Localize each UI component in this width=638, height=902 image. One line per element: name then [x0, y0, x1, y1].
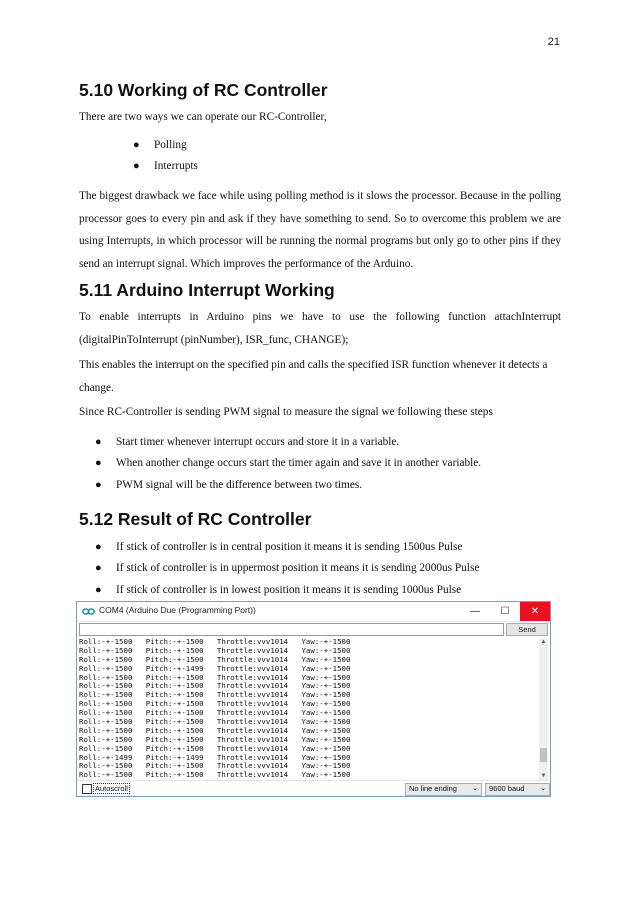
serial-line: Roll:-+-1500 Pitch:-+-1500 Throttle:vvv1014 Yaw:-+-1500: [79, 734, 351, 744]
serial-line: Roll:-+-1500 Pitch:-+-1500 Throttle:vvv1014 Yaw:-+-1500: [79, 645, 351, 655]
serial-monitor-window: [76, 601, 551, 797]
bullet-list-methods: [133, 135, 198, 178]
page-number: 21: [547, 36, 560, 48]
line-ending-select[interactable]: No line ending ⌄: [405, 783, 482, 796]
scroll-thumb[interactable]: [540, 748, 547, 762]
serial-output: [79, 638, 537, 781]
serial-line: Roll:-+-1500 Pitch:-+-1499 Throttle:vvv1014 Yaw:-+-1500: [79, 663, 351, 673]
list-item: ● PWM signal will be the difference between two times.: [116, 475, 481, 496]
bullet-icon: ●: [95, 457, 102, 470]
bullet-icon: ●: [95, 541, 102, 553]
bullet-icon: ●: [95, 478, 102, 491]
section-5-10-paragraph: The biggest drawback we face while using polling method is it slows the processor. Because in the polling processor goes to every pin and ask if they have something to send. So to overcome this problem we are using Interrupts, in which processor will be running the normal programs but only go to other pins if they send an interrupt signal. Which improves the performance of the Arduino.: [79, 190, 561, 270]
arduino-logo-icon: [82, 606, 95, 617]
autoscroll-label[interactable]: Autoscroll: [95, 784, 128, 793]
section-heading-5-11: 5.11 Arduino Interrupt Working: [79, 280, 335, 300]
serial-line: Roll:-+-1500 Pitch:-+-1500 Throttle:vvv1014 Yaw:-+-1500: [79, 770, 351, 780]
close-icon[interactable]: ✕: [520, 602, 550, 621]
title-bar: [77, 602, 550, 622]
chevron-down-icon: ⌄: [472, 785, 478, 792]
serial-line: Roll:-+-1499 Pitch:-+-1499 Throttle:vvv1014 Yaw:-+-1500: [79, 752, 351, 762]
list-item: ● Polling: [154, 135, 198, 156]
serial-line: Roll:-+-1500 Pitch:-+-1500 Throttle:vvv1014 Yaw:-+-1500: [79, 638, 351, 646]
bullet-icon: ●: [133, 139, 140, 151]
list-item: ● When another change occurs start the timer again and save it in another variable.: [116, 453, 481, 474]
serial-line: Roll:-+-1500 Pitch:-+-1500 Throttle:vvv1014 Yaw:-+-1500: [79, 743, 351, 753]
bullet-list-results: [95, 537, 480, 601]
serial-input[interactable]: [79, 623, 504, 636]
chevron-down-icon: ⌄: [540, 785, 546, 792]
section-5-11-paragraph-3: Since RC-Controller is sending PWM signal to measure the signal we following these steps: [79, 406, 493, 418]
serial-line: Roll:-+-1500 Pitch:-+-1500 Throttle:vvv1014 Yaw:-+-1500: [79, 681, 351, 691]
list-item: ● If stick of controller is in uppermost position it means it is sending 2000us Pulse: [116, 558, 479, 579]
section-5-11-paragraph-1: To enable interrupts in Arduino pins we have to use the following function attachInterrupt (digitalPinToInterrupt (pinNumber), ISR_func, CHANGE);: [79, 311, 561, 346]
section-5-10-intro: There are two ways we can operate our RC-Controller,: [79, 111, 327, 123]
list-item: ● If stick of controller is in central position it means it is sending 1500us Pulse: [116, 537, 479, 558]
bullet-icon: ●: [133, 160, 140, 173]
list-item: ● Interrupts: [154, 156, 198, 177]
scroll-down-icon[interactable]: ▼: [540, 773, 547, 779]
scroll-up-icon[interactable]: ▲: [540, 639, 547, 645]
serial-line: Roll:-+-1500 Pitch:-+-1500 Throttle:vvv1014 Yaw:-+-1500: [79, 717, 351, 727]
bullet-icon: ●: [95, 562, 102, 575]
section-5-11-paragraph-2: This enables the interrupt on the specified pin and calls the specified ISR function whenever it detects a change.: [79, 359, 548, 394]
bullet-icon: ●: [95, 583, 102, 596]
serial-line: Roll:-+-1500 Pitch:-+-1500 Throttle:vvv1014 Yaw:-+-1500: [79, 725, 351, 735]
send-button[interactable]: Send: [506, 623, 548, 636]
list-item: ● If stick of controller is in lowest position it means it is sending 1000us Pulse: [116, 580, 479, 601]
section-heading-5-10: 5.10 Working of RC Controller: [79, 80, 328, 100]
window-title: COM4 (Arduino Due (Programming Port)): [99, 605, 256, 615]
list-item: ● Start timer whenever interrupt occurs and store it in a variable.: [116, 432, 481, 453]
send-row: [79, 623, 548, 636]
serial-line: Roll:-+-1500 Pitch:-+-1500 Throttle:vvv1014 Yaw:-+-1500: [79, 708, 351, 718]
serial-line: Roll:-+-1500 Pitch:-+-1500 Throttle:vvv1014 Yaw:-+-1500: [79, 654, 351, 664]
minimize-icon[interactable]: —: [470, 606, 480, 617]
section-heading-5-12: 5.12 Result of RC Controller: [79, 509, 312, 529]
maximize-icon[interactable]: ☐: [500, 606, 510, 617]
serial-line: Roll:-+-1500 Pitch:-+-1500 Throttle:vvv1014 Yaw:-+-1500: [79, 690, 351, 700]
baud-rate-select[interactable]: 9600 baud ⌄: [485, 783, 550, 796]
bullet-list-steps: [95, 432, 482, 496]
bullet-icon: ●: [95, 436, 102, 448]
serial-line: Roll:-+-1500 Pitch:-+-1500 Throttle:vvv1014 Yaw:-+-1500: [79, 761, 351, 771]
serial-line: Roll:-+-1500 Pitch:-+-1500 Throttle:vvv1014 Yaw:-+-1500: [79, 699, 351, 709]
serial-line: Roll:-+-1500 Pitch:-+-1500 Throttle:vvv1014 Yaw:-+-1500: [79, 672, 351, 682]
vertical-scrollbar[interactable]: [539, 638, 548, 781]
status-bar: [77, 780, 550, 796]
autoscroll-checkbox[interactable]: [82, 784, 92, 794]
